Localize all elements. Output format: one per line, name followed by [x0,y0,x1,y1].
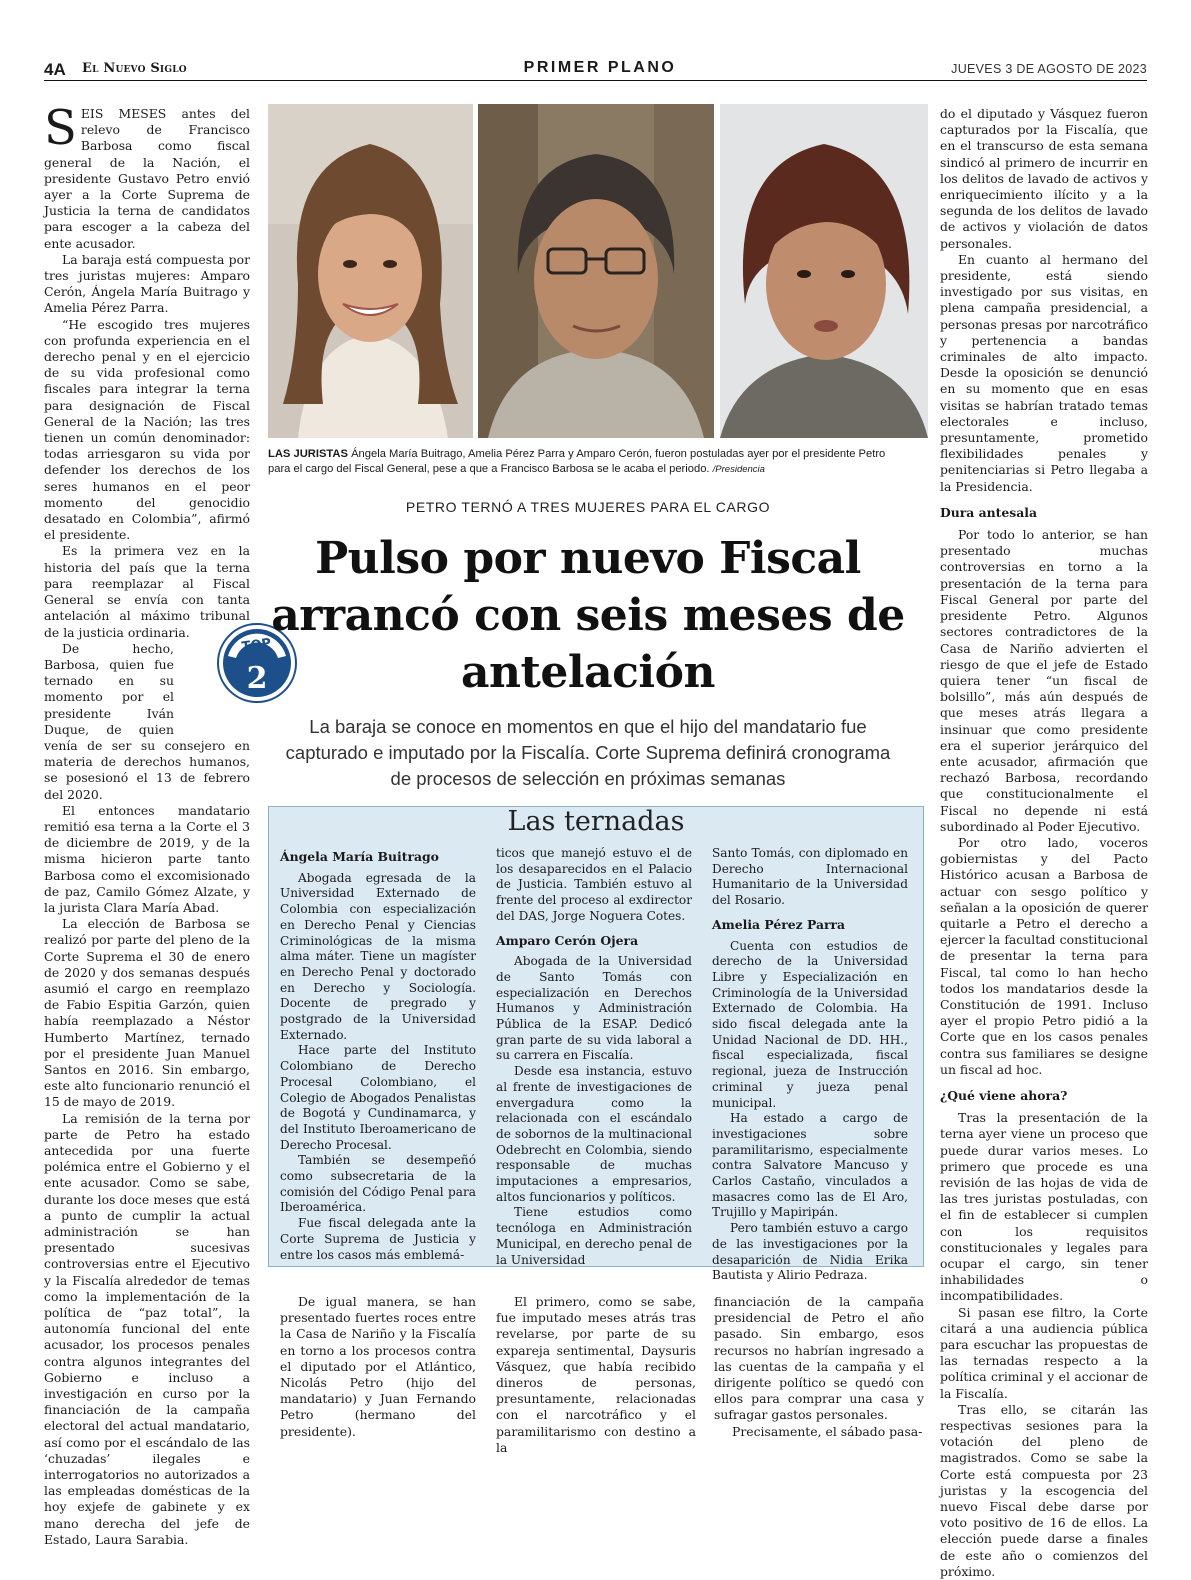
sidebar-column-2 [496,846,692,1268]
section-title: PRIMER PLANO [523,59,677,76]
paragraph: Ha estado a cargo de investigaciones sobre paramilitarismo, especialmente contra Salvatore Mancuso y Carlos Castaño, vinculados a masacres como las de El Aro, Trujillo y Mapiripán. [712,1111,908,1220]
drop-cap: S [44,100,77,156]
paragraph: De igual manera, se han presentado fuertes roces entre la Casa de Nariño y la Fiscalía en torno a los procesos contra el diputado por el Atlántico, Nicolás Petro (hijo del mandatario) y Juan Fernando Petro (hermano del presidente). [280,1294,476,1439]
caption-lead: LAS JURISTAS [268,448,348,460]
sidebar-title: Las ternadas [507,806,685,837]
paragraph: do el diputado y Vásquez fueron capturados por la Fiscalía, que en el transcurso de esta semana sindicó al primero de incurrir en los delitos de lavado de activos y enriquecimiento ilícito y a la segunda de los delitos de lavado de activos y violación de datos personales. [940,106,1148,251]
paragraph: Tras la presentación de la terna ayer viene un proceso que puede durar varios meses. Lo primero que procede es una revisión de las hojas de vida de las tres juristas postuladas, con el fin de establecer si cumplen con los requisitos constitucionales y legales para ocupar el cargo, sin tener inhabilidades o incompatibilidades. [940,1110,1148,1304]
issue-date: JUEVES 3 DE AGOSTO DE 2023 [951,62,1147,76]
paragraph: El entonces mandatario remitió esa terna a la Corte el 3 de diciembre de 2019, y de la misma hicieron parte tanto Barbosa como el excomisionado de paz, Camilo Gómez Alzate, y la jurista Clara María Abad. [44,802,250,915]
kicker: PETRO TERNÓ A TRES MUJERES PARA EL CARGO [405,499,771,515]
article-column-bottom-3 [714,1294,924,1440]
page-number: 4A [44,60,66,79]
candidate-name: Amparo Cerón Ojera [496,932,639,948]
paragraph: financiación de la campaña presidencial de Petro el año pasado. Sin embargo, esos recursos no habrían ingresado a las cuentas de la campaña y el dirigente político se quedó con ellos para comprar una casa y sufragar gastos personales. [714,1294,924,1423]
paragraph: Es la primera vez en la historia del país que la terna para reemplazar al Fiscal General se envía con tanta antelación al máximo tribunal de la justicia ordinaria. [44,543,250,640]
paragraph: Fue fiscal delegada ante la Corte Suprema de Justicia y entre los casos más emblemá- [280,1216,476,1262]
badge-number-text: 2 [246,661,268,696]
header-rule [44,80,1147,81]
paragraph: La baraja está compuesta por tres juristas mujeres: Amparo Cerón, Ángela María Buitrago y Amelia Pérez Parra. [44,251,250,316]
article-column-bottom-1 [280,1294,476,1440]
sidebar-column-1 [280,846,476,1263]
newspaper-name: El Nuevo Siglo [82,61,187,76]
photo-amelia-perez-parra [478,104,714,438]
subheadline: La baraja se conoce en momentos en que el hijo del mandatario fue capturado e imputado por la Fiscalía. Corte Suprema definirá cronograma de procesos de selección en próximas semanas [285,716,891,789]
paragraph: De hecho, Barbosa, quien fue ternado en su momento por el presidente Iván Duque, de quien venía de ser su consejero en materia de derechos humanos, se posesionó el 13 de febrero del 2020. [44,640,250,802]
subtitle-que-viene-ahora: ¿Qué viene ahora? [940,1087,1068,1103]
article-column-left [44,100,250,1548]
candidate-name: Ángela María Buitrago [280,849,439,864]
badge-top-text: TOP [240,636,273,656]
paragraph: Por todo lo anterior, se han presentado muchas controversias en torno a la presentación de la terna para Fiscal General por parte del presidente Petro. Algunos sectores contradictores de la Casa de Nariño advierten el riesgo de que el jefe de Estado quiera tener “un fiscal de bolsillo”, más aún después de que meses atrás llegara a insinuar que como presidente era el superior jerárquico del ente acusador, afirmación que rechazó Barbosa, recordando que constitucionalmente el Fiscal no depende ni está subordinado al Poder Ejecutivo. [940,527,1148,834]
article-column-right [940,106,1148,1580]
caption-text: Ángela María Buitrago, Amelia Pérez Parra y Amparo Cerón, fueron postuladas ayer por el presidente Petro para el cargo del Fiscal General, pese a que a Francisco Barbosa se le acaba el periodo. [268,448,886,475]
paragraph: Por otro lado, voceros gobiernistas y del Pacto Histórico acusan a Barbosa de actuar con sesgo político y señalan a la oposición de querer quitarle a Petro el derecho a ejercer la facultad constitucional de presentar la terna para Fiscal, tal como lo han hecho todos los mandatarios desde la Constitución de 1991. Incluso ayer el propio Petro pidió a la Corte que en los casos penales contra sus familiares se designe un fiscal ad hoc. [940,834,1148,1077]
paragraph: Santo Tomás, con diplomado en Derecho Internacional Humanitario de la Universidad del Rosario. [712,846,908,908]
paragraph: En cuanto al hermano del presidente, está siendo investigado por sus visitas, en plena campaña presidencial, a personas presas por narcotráfico y pertenencia a bandas criminales de alto impacto. Desde la oposición se denunció en su momento que en esas visitas se habrían tratado temas electorales e incluso, presuntamente, prometido flexibilidades penales y penitenciarias si Petro llegaba a la Presidencia. [940,251,1148,494]
paragraph: Desde esa instancia, estuvo al frente de investigaciones de envergadura como la relacionada con el escándalo de sobornos de la multinacional Odebrecht en Colombia, siendo responsable de muchas imputaciones a empresarios, altos funcionarios y políticos. [496,1064,692,1204]
article-column-bottom-2 [496,1294,696,1456]
paragraph: ticos que manejó estuvo el de los desaparecidos en el Palacio de Justicia. También estuvo al frente del proceso al exdirector del DAS, Jorge Noguera Cotes. [496,846,692,923]
paragraph: Si pasan ese filtro, la Corte citará a una audiencia pública para escuchar las propuestas de las ternadas respecto a la política criminal y el accionar de la Fiscalía. [940,1304,1148,1401]
subtitle-dura-antesala: Dura antesala [940,504,1038,520]
photo-angela-maria-buitrago [268,104,473,438]
paragraph: Tras ello, se citarán las respectivas sesiones para la votación del pleno de magistrados. Como se sabe la Corte está compuesta por 23 juristas y la escogencia del nuevo Fiscal debe darse por voto positivo de 16 de ellos. La elección puede darse a finales de este año o comienzos del próximo. [940,1401,1148,1579]
paragraph: La remisión de la terna por parte de Petro ha estado antecedida por una fuerte polémica entre el Gobierno y el ente acusador. Como se sabe, durante los doce meses que está a punto de cumplir la actual administración se han presentado sucesivas controversias entre el Ejecutivo y la Fiscalía alrededor de temas como la implementación de la política de “paz total”, la autonomía funcional del ente acusador, los procesos penales contra algunos integrantes del Gobierno e incluso a investigación en curso por la financiación de la campaña electoral del actual mandatario, así como por el escándalo de las ‘chuzadas’ ilegales e interrogatorios no autorizados a las empleadas domésticas de la hoy exjefe de gabinete y ex mano derecha del jefe de Estado, Laura Sarabia. [44,1110,250,1547]
paragraph: La elección de Barbosa se realizó por parte del pleno de la Corte Suprema el 30 de enero de 2020 y dos semanas después asumió el cargo en reemplazo de Fabio Espitia Garzón, quien había reemplazado a Néstor Humberto Martínez, ternado por el presidente Juan Manuel Santos en 2016. Sin embargo, este alto funcionario renunció el 15 de mayo de 2019. [44,916,250,1110]
paragraph: También se desempeñó como subsecretaria de la comisión del Código Penal para Iberoamérica. [280,1153,476,1215]
paragraph: Tiene estudios como tecnóloga en Administración Municipal, en derecho penal de la Universidad [496,1205,692,1267]
paragraph: Cuenta con estudios de derecho de la Universidad Libre y Especialización en Criminología de la Universidad Externado de Colombia. Ha sido fiscal delegada ante la Unidad Nacional de DD. HH., fiscal especializada, fiscal regional, jueza de Instrucción criminal y jueza penal municipal. [712,938,908,1110]
headline: Pulso por nuevo Fiscal arrancó con seis meses de antelación [271,533,905,698]
paragraph: Precisamente, el sábado pasa- [732,1423,923,1439]
paragraph: Abogada de la Universidad de Santo Tomás con especialización en Derechos Humanos y Administración Pública de la ESAP. Dedicó gran parte de su vida laboral a su carrera en Fiscalía. [496,954,692,1063]
paragraph: Pero también estuvo a cargo de las investigaciones por la desaparición de Nidia Erika Bautista y Alirio Pedraza. [712,1221,908,1283]
paragraph: Abogada egresada de la Universidad Externado de Colombia con especialización en Derecho Penal y Ciencias Criminológicas de la misma alma máter. Tiene un magíster en Derecho Penal y doctorado en Derecho y Sociología. Docente de pregrado y postgrado de la Universidad Externado. [280,870,476,1042]
paragraph: Hace parte del Instituto Colombiano de Derecho Procesal Colombiano, el Colegio de Abogados Penalistas de Bogotá y Cundinamarca, y del Instituto Iberoamericano de Derecho Procesal. [280,1043,476,1152]
paragraph: EIS MESES antes del relevo de Francisco Barbosa como fiscal general de la Nación, el presidente Gustavo Petro envió ayer a la Corte Suprema de Justicia la terna de candidatos para escoger a la cabeza del ente acusador. [44,106,250,251]
caption-credit: /Presidencia [712,464,765,475]
photo-caption [268,447,908,477]
paragraph: El primero, como se sabe, fue imputado meses atrás tras revelarse, por parte de su expareja sentimental, Daysuris Vásquez, que había recibido dineros de personas, presuntamente, relacionadas con el narcotráfico y el paramilitarismo con destino a la [496,1294,696,1455]
sidebar-column-3 [712,846,908,1284]
candidate-name: Amelia Pérez Parra [712,916,846,932]
paragraph: “He escogido tres mujeres con profunda experiencia en el derecho penal y en el ejercicio de su vida profesional como fiscales para integrar la terna para designación de Fiscal General de la Nación; las tres tienen un común denominador: todas arriesgaron su vida por defender los derechos de los seres humanos en el peor momento del genocidio desatado en Colombia”, afirmó el presidente. [44,316,250,543]
photo-amparo-ceron [720,104,928,438]
